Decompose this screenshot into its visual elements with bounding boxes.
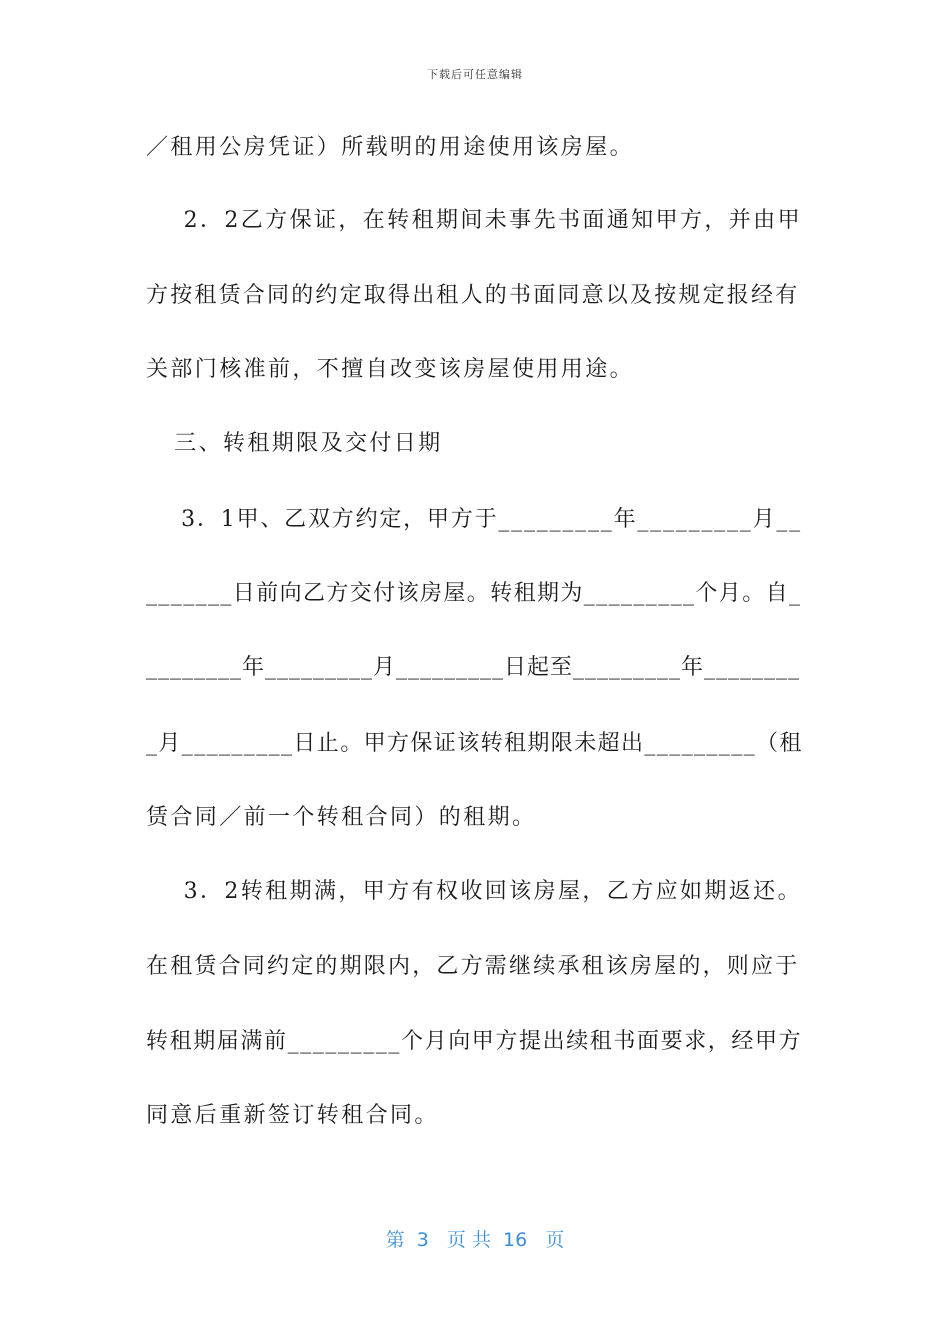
paragraph-line: 同意后重新签订转租合同。 (146, 1103, 439, 1128)
paragraph-line: 关部门核准前，不擅自改变该房屋使用用途。 (146, 357, 635, 382)
paragraph-line: 3．1甲、乙双方约定，甲方于_________年_________月__ (146, 507, 802, 532)
paragraph-line: 在租赁合同约定的期限内，乙方需继续承租该房屋的，则应于 (146, 954, 800, 979)
paragraph-line: 3．2转租期满，甲方有权收回该房屋，乙方应如期返还。 (146, 879, 802, 904)
page-number-footer: 第 3 页 共 16 页 (385, 1229, 565, 1251)
paragraph-line: _______日前向乙方交付该房屋。转租期为_________个月。自_ (146, 581, 802, 606)
paragraph-line: _月_________日止。甲方保证该转租期限未超出_________（租 (146, 731, 803, 756)
paragraph-line: ／租用公房凭证）所载明的用途使用该房屋。 (146, 135, 635, 160)
paragraph-line: 方按租赁合同的约定取得出租人的书面同意以及按规定报经有 (146, 283, 800, 308)
section-heading: 三、转租期限及交付日期 (146, 431, 443, 456)
paragraph-line: 2．2乙方保证，在转租期间未事先书面通知甲方，并由甲 (146, 208, 802, 233)
paragraph-line: 赁合同／前一个转租合同）的租期。 (146, 805, 537, 830)
header-note: 下载后可任意编辑 (427, 68, 523, 81)
paragraph-line: ________年_________月_________日起至_________年________ (146, 655, 801, 680)
paragraph-line: 转租期届满前_________个月向甲方提出续租书面要求，经甲方 (146, 1029, 803, 1054)
